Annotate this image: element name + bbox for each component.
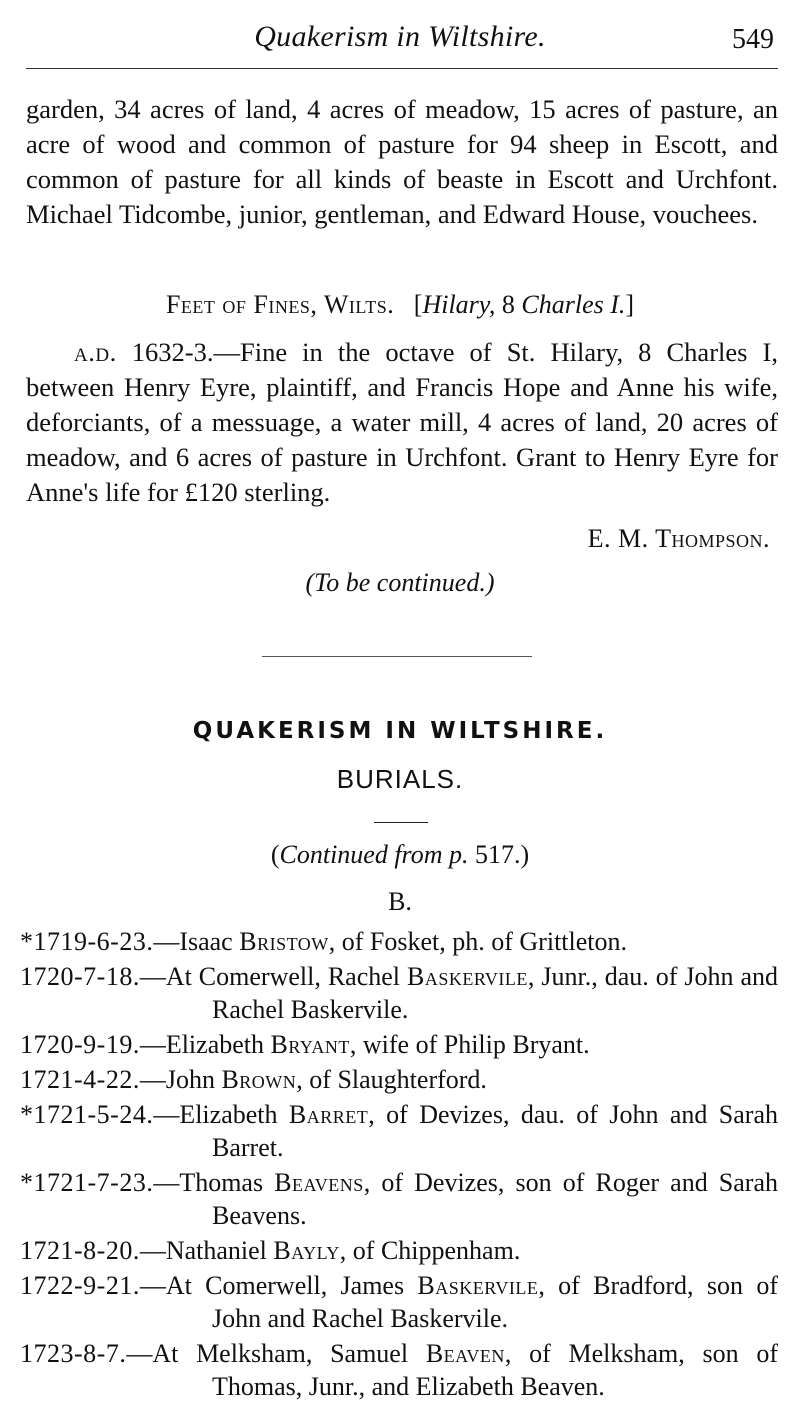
era-label: a.d.	[74, 337, 117, 367]
entry-surname: Baskervile	[417, 1271, 539, 1300]
header-rule	[26, 68, 778, 69]
entry-surname: Bryant	[270, 1030, 350, 1059]
burial-entry	[20, 1063, 778, 1096]
burial-entry	[20, 1234, 778, 1267]
entry-date: 1720-7-18.	[20, 962, 140, 991]
burial-entry	[20, 1098, 778, 1164]
running-title: Quakerism in Wiltshire.	[254, 20, 546, 53]
entry-surname: Beaven	[425, 1339, 505, 1368]
section-separator	[262, 656, 532, 657]
burial-entry	[20, 1166, 778, 1232]
term-number: 8	[495, 290, 522, 319]
entry-surname: Beavens	[274, 1168, 364, 1197]
entry-date: 1723-8-7.	[20, 1339, 127, 1368]
entry-text: —Elizabeth	[139, 1030, 271, 1059]
entry-text: , wife of Philip Bryant.	[349, 1030, 590, 1059]
entry-text: —At Melksham, Samuel	[126, 1339, 426, 1368]
section-title: BURIALS.	[336, 764, 464, 794]
burial-entry	[20, 960, 778, 1026]
page-number: 549	[732, 24, 774, 55]
running-head	[0, 20, 800, 60]
entry-surname: Bayly	[273, 1236, 340, 1265]
entry-date: *1721-5-24.	[20, 1100, 154, 1129]
entry-surname: Baskervile	[406, 962, 528, 991]
entry-text: , of Fosket, ph. of Grittleton.	[328, 927, 628, 956]
feet-of-fines-block	[26, 335, 778, 510]
entry-text: —At Comerwell, James	[139, 1271, 418, 1300]
term-king: Charles I.	[521, 290, 626, 319]
paren-open: (	[270, 840, 280, 869]
fine-text: 1632-3.—Fine in the octave of St. Hilary, 8 Charles I, between Henry Eyre, plaintiff, and Francis Hope and Anne his wife, deforciants, of a messuage, a water mill, 4 acres of land, 20 acres of meadow, and 6 acres of pasture in Urchfont. Grant to Henry Eyre for Anne's life for £120 sterling.	[26, 337, 778, 507]
entry-text: , of Melksham, son of Thomas, Junr., and Elizabeth Beaven.	[212, 1339, 778, 1401]
entry-text: —Elizabeth	[153, 1100, 289, 1129]
article-title: QUAKERISM IN WILTSHIRE.	[192, 718, 608, 744]
burial-entry	[20, 1269, 778, 1335]
entry-text: —At Comerwell, Rachel	[139, 962, 407, 991]
entry-text: , of Devizes, dau. of John and Sarah Barret.	[212, 1100, 778, 1162]
entry-date: *1719-6-23.	[20, 927, 154, 956]
entry-text: —Thomas	[153, 1168, 275, 1197]
burial-entry	[20, 1337, 778, 1403]
entry-text: , of Devizes, son of Roger and Sarah Beavens.	[212, 1168, 779, 1230]
intro-paragraph: garden, 34 acres of land, 4 acres of meadow, 15 acres of pasture, an acre of wood and common of pasture for 94 sheep in Escott, and common of pasture for all kinds of beaste in Escott and Urchfont. Michael Tidcombe, junior, gentleman, and Edward House, vouchees.	[26, 94, 778, 229]
entry-text: —John	[139, 1065, 222, 1094]
entry-text: , of Bradford, son of John and Rachel Baskervile.	[212, 1271, 778, 1333]
entry-surname: Bristow	[239, 927, 329, 956]
feet-of-fines-paragraph	[26, 335, 778, 510]
entry-date: 1721-8-20.	[20, 1236, 140, 1265]
entry-text: —Isaac	[153, 927, 240, 956]
entry-date: *1721-7-23.	[20, 1168, 154, 1197]
entry-date: 1722-9-21.	[20, 1271, 140, 1300]
section-rule	[374, 822, 428, 823]
intro-block	[26, 92, 778, 232]
continued-from-note	[0, 840, 800, 870]
feet-of-fines-heading	[0, 290, 800, 320]
burial-entry	[20, 925, 778, 958]
letter-heading: B.	[388, 887, 412, 916]
burial-entries	[20, 925, 778, 1405]
term-name: Hilary,	[422, 290, 496, 319]
author-signature: E. M. Thompson.	[587, 524, 770, 553]
entry-text: , Junr., dau. of John and Rachel Baskervile.	[212, 962, 778, 1024]
term-bracket-open: [	[413, 290, 423, 319]
term-bracket-close: ]	[625, 290, 635, 319]
entry-text: —Nathaniel	[139, 1236, 274, 1265]
entry-surname: Brown	[221, 1065, 297, 1094]
entry-text: , of Slaughterford.	[296, 1065, 487, 1094]
continued-from-text: Continued from p.	[279, 840, 469, 869]
feet-of-fines-title: Feet of Fines, Wilts.	[165, 290, 395, 319]
entry-date: 1720-9-19.	[20, 1030, 140, 1059]
continued-from-page: 517.)	[468, 840, 530, 869]
entry-text: , of Chippenham.	[339, 1236, 521, 1265]
to-be-continued-note: (To be continued.)	[305, 568, 495, 597]
burial-entry	[20, 1028, 778, 1061]
entry-date: 1721-4-22.	[20, 1065, 140, 1094]
entry-surname: Barret	[288, 1100, 369, 1129]
